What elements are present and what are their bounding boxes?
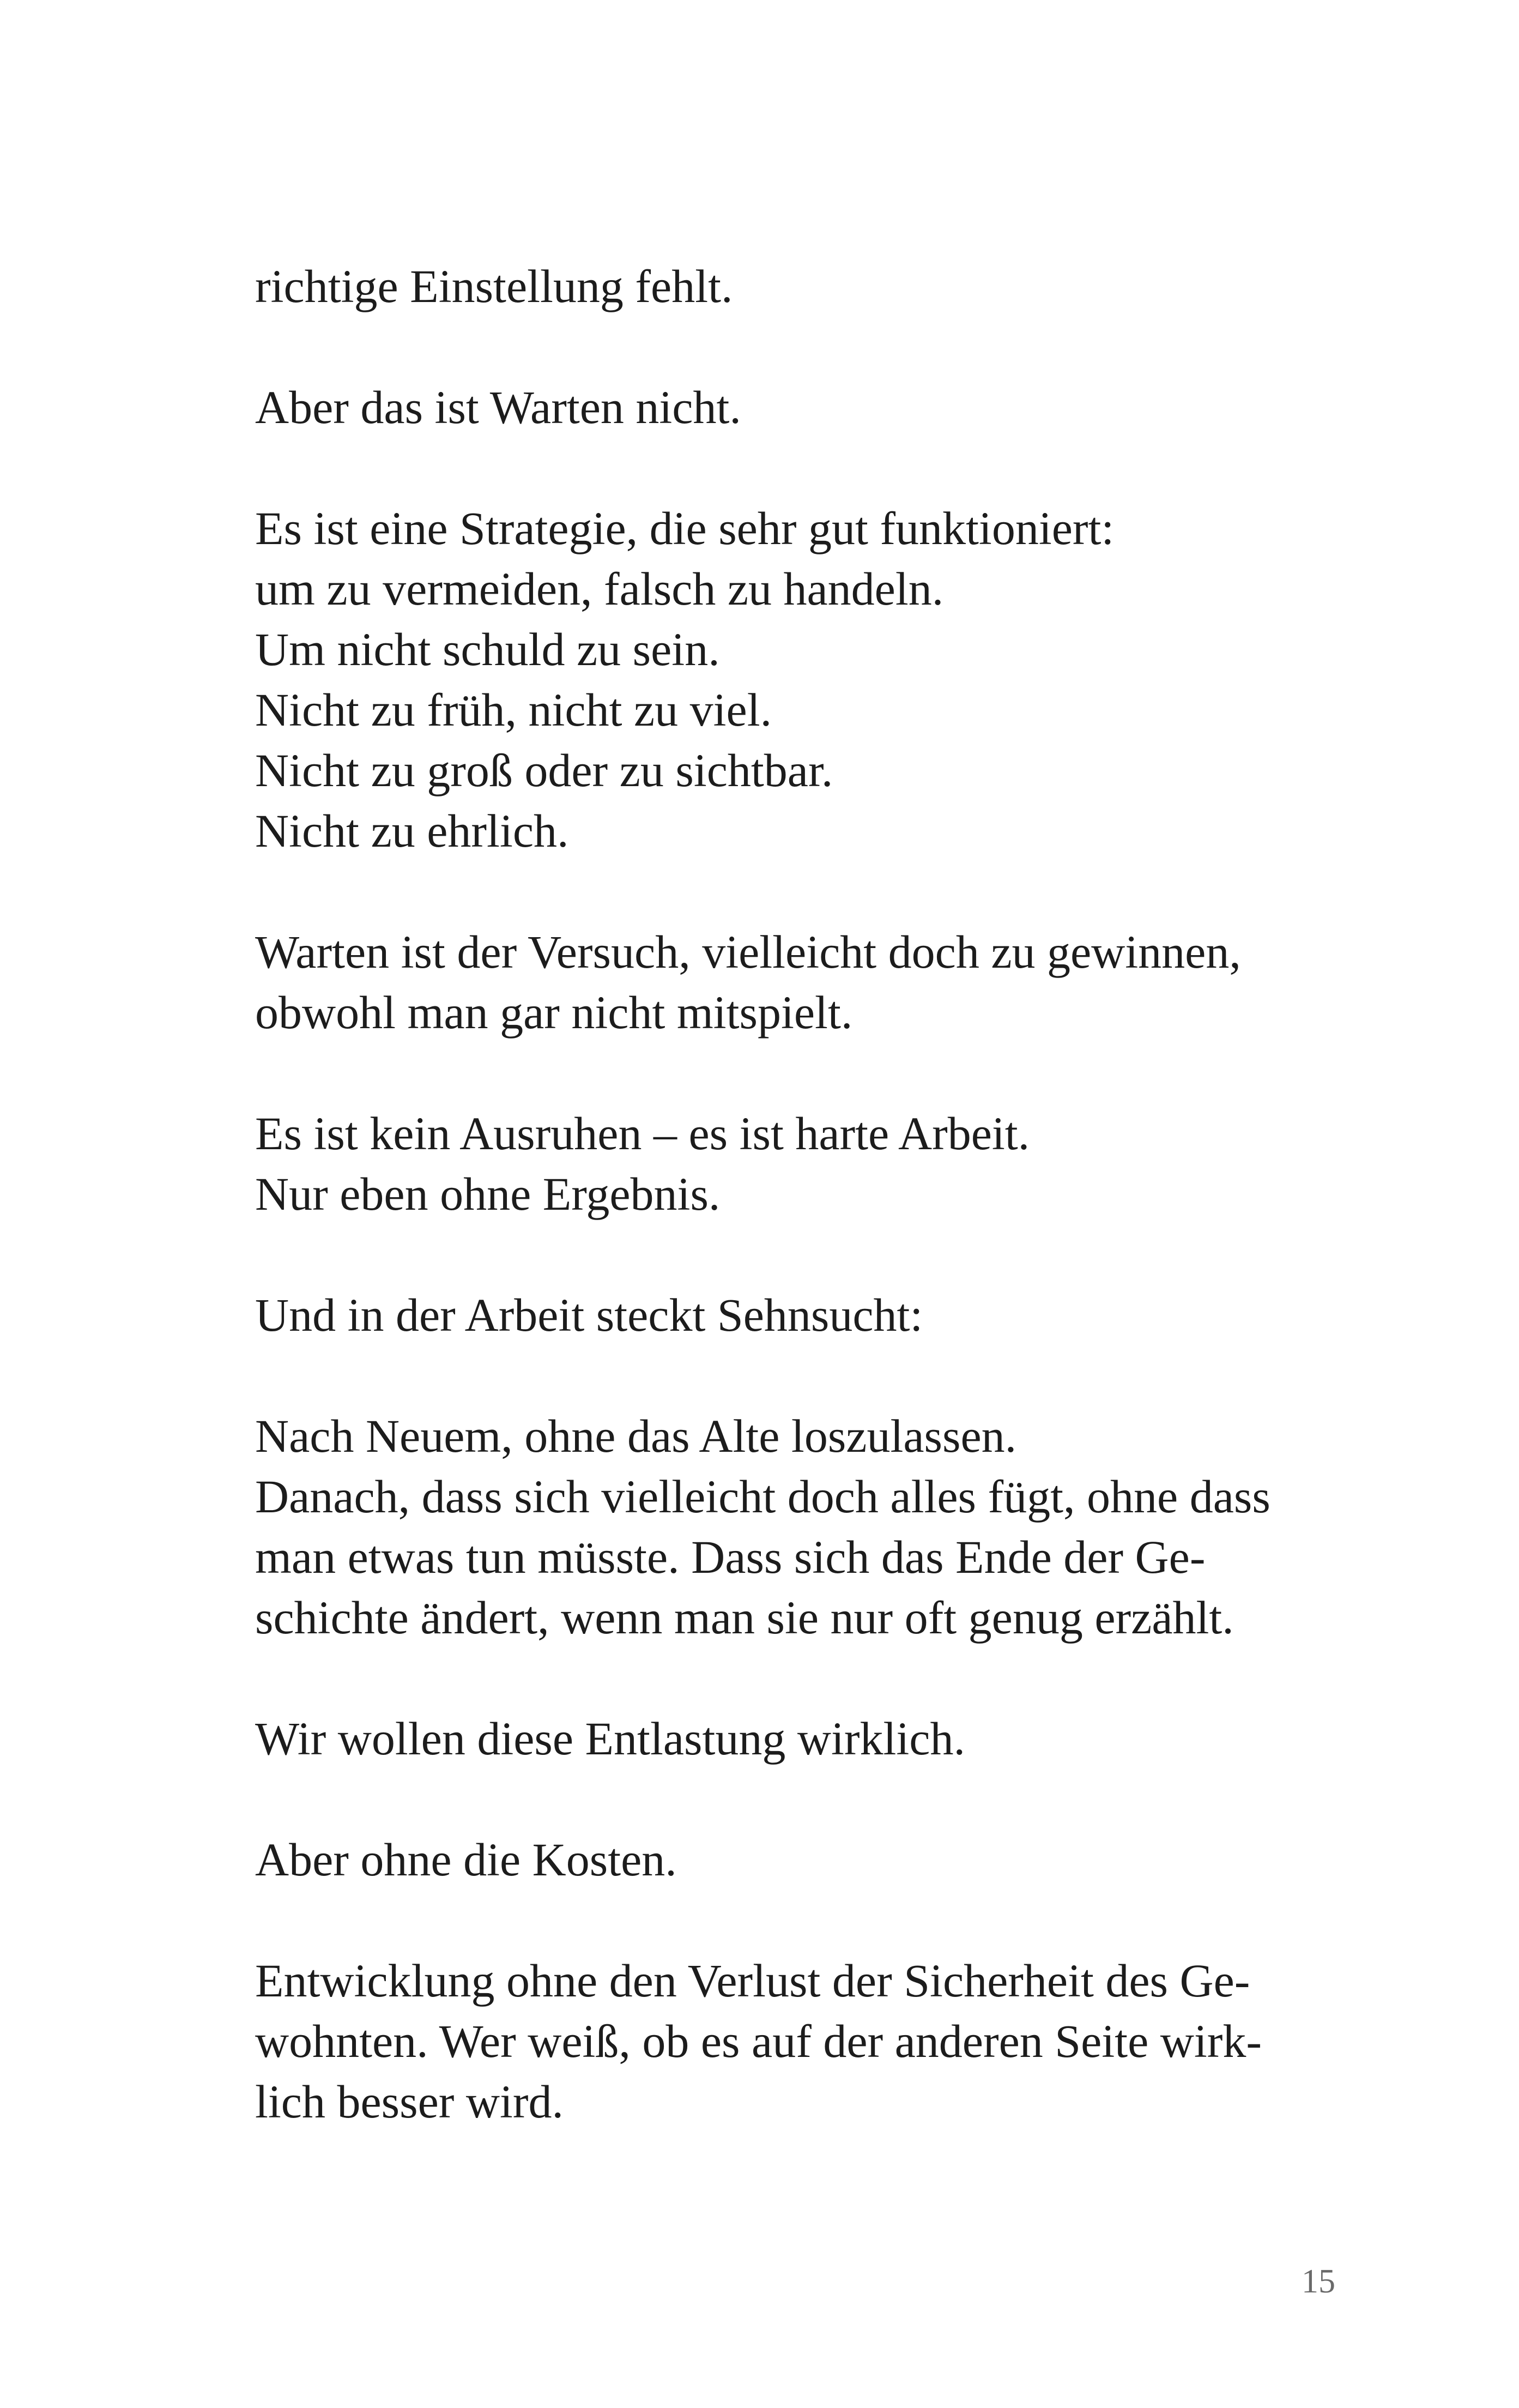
body-text (255, 256, 1323, 2193)
text-line: lich besser wird. (255, 2075, 564, 2128)
text-line: schichte ändert, wenn man sie nur oft genug erzählt. (255, 1591, 1234, 1644)
text-line: wohnten. Wer weiß, ob es auf der anderen Seite wirk- (255, 2015, 1262, 2067)
text-line: Aber das ist Warten nicht. (255, 381, 741, 433)
page-number: 15 (1302, 2263, 1335, 2300)
text-line: richtige Einstellung fehlt. (255, 260, 733, 312)
text-line: Und in der Arbeit steckt Sehnsucht: (255, 1289, 923, 1341)
text-line: Es ist kein Ausruhen – es ist harte Arbeit. (255, 1107, 1030, 1160)
text-line: Nicht zu groß oder zu sichtbar. (255, 744, 833, 796)
text-line: man etwas tun müsste. Dass sich das Ende der Ge- (255, 1531, 1206, 1583)
paragraph (255, 1406, 1323, 1648)
text-line: Nach Neuem, ohne das Alte loszulassen. (255, 1410, 1017, 1462)
text-line: Entwicklung ohne den Verlust der Sicherheit des Ge- (255, 1954, 1250, 2007)
paragraph (255, 256, 1323, 317)
paragraph (255, 1103, 1323, 1224)
paragraph (255, 1285, 1323, 1345)
paragraph (255, 377, 1323, 438)
paragraph (255, 1709, 1323, 1769)
text-line: Es ist eine Strategie, die sehr gut funktioniert: (255, 502, 1115, 554)
paragraph (255, 498, 1323, 861)
text-line: Danach, dass sich vielleicht doch alles fügt, ohne dass (255, 1470, 1270, 1523)
text-line: Aber ohne die Kosten. (255, 1833, 677, 1886)
text-line: Nur eben ohne Ergebnis. (255, 1168, 721, 1220)
text-line: Um nicht schuld zu sein. (255, 623, 720, 675)
paragraph (255, 1830, 1323, 1890)
text-line: Nicht zu früh, nicht zu viel. (255, 684, 772, 736)
text-line: um zu vermeiden, falsch zu handeln. (255, 563, 944, 615)
text-line: Warten ist der Versuch, vielleicht doch zu gewinnen, (255, 926, 1241, 978)
paragraph (255, 922, 1323, 1043)
text-line: Wir wollen diese Entlastung wirklich. (255, 1712, 965, 1765)
text-line: Nicht zu ehrlich. (255, 805, 569, 857)
paragraph (255, 1951, 1323, 2132)
text-line: obwohl man gar nicht mitspielt. (255, 986, 853, 1039)
